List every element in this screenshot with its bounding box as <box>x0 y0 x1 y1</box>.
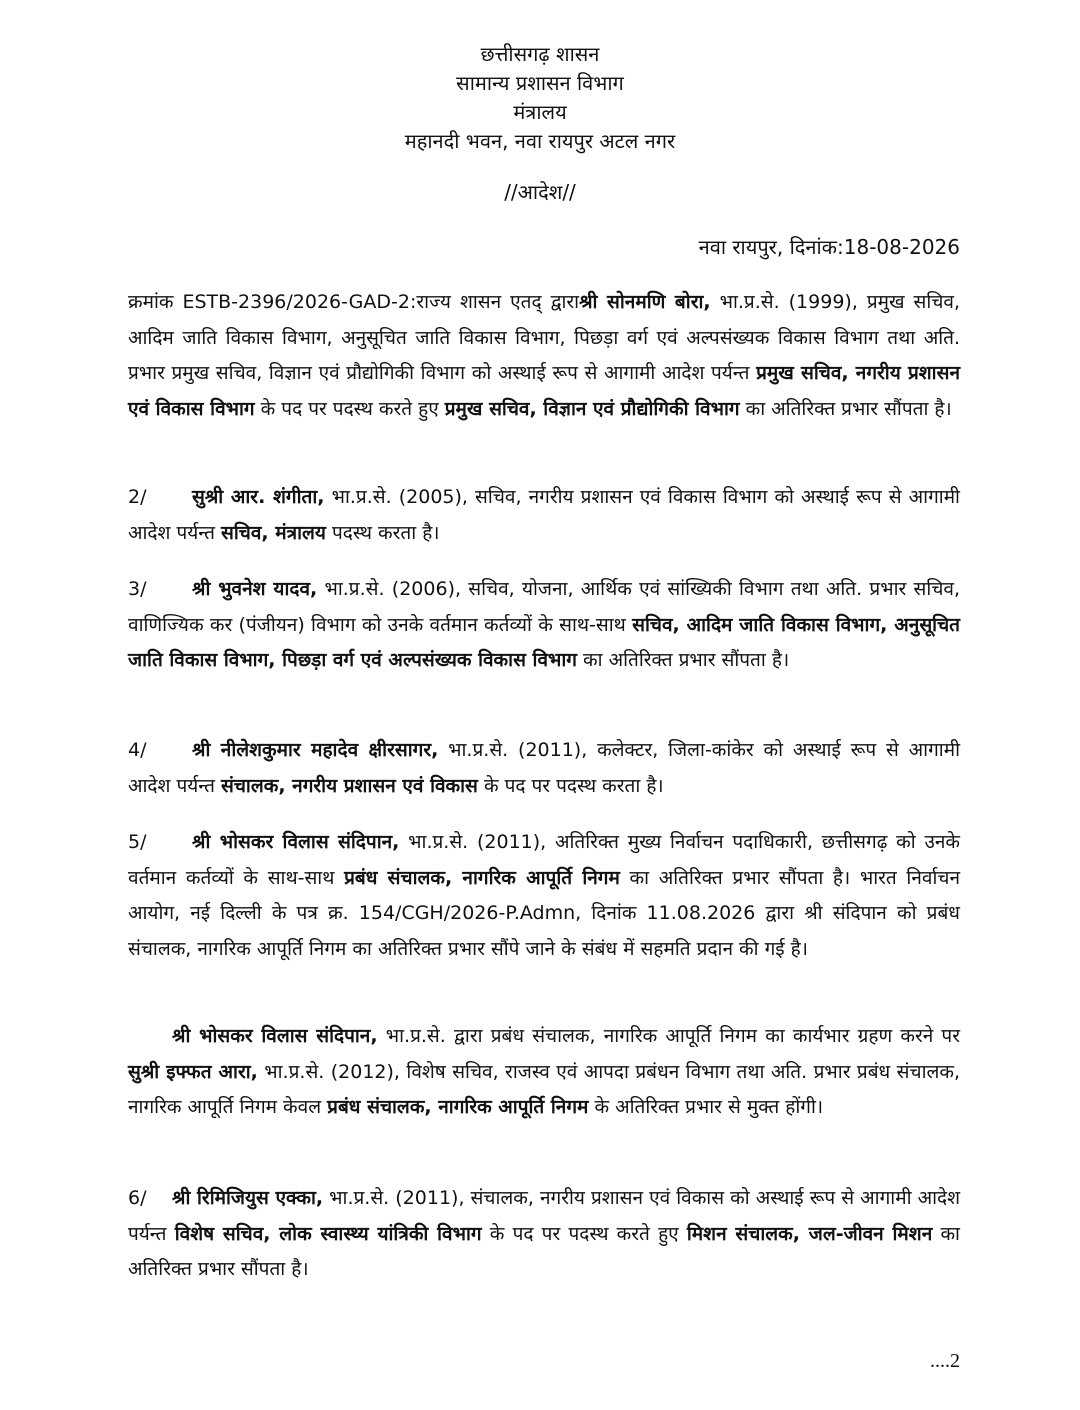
paragraph-5-continued: श्री भोसकर विलास संदिपान, भा.प्र.से. द्वारा प्रबंध संचालक, नागरिक आपूर्ति निगम का कार्यभार ग्रहण करने पर सुश्री इफ्फत आरा, भा.प्र.से. (2012), विशेष सचिव, राजस्व एवं आपदा प्रबंधन विभाग तथा अति. प्रभार प्रबंध संचालक, नागरिक आपूर्ति निगम केवल प्रबंध संचालक, नागरिक आपूर्ति निगम के अतिरिक्त प्रभार से मुक्त होंगी। <box>128 1025 960 1118</box>
header-government: छत्तीसगढ़ शासन <box>480 42 600 66</box>
place-date: नवा रायपुर, दिनांक:18-08-2026 <box>698 235 960 259</box>
paragraph-number: 5/ <box>128 831 147 853</box>
continued-page-marker: ....2 <box>930 1350 960 1372</box>
paragraph-1: क्रमांक ESTB-2396/2026-GAD-2:राज्य शासन एतद् द्वाराश्री सोनमणि बोरा, भा.प्र.से. (1999), प्रमुख सचिव, आदिम जाति विकास विभाग, अनुसूचित जाति विकास विभाग, पिछड़ा वर्ग एवं अल्पसंख्यक विकास विभाग तथा अति. प्रभार प्रमुख सचिव, विज्ञान एवं प्रौद्योगिकी विभाग को अस्थाई रूप से आगामी आदेश पर्यन्त प्रमुख सचिव, नगरीय प्रशासन एवं विकास विभाग के पद पर पदस्थ करते हुए प्रमुख सचिव, विज्ञान एवं प्रौद्योगिकी विभाग का अतिरिक्त प्रभार सौंपता है। <box>128 291 960 420</box>
paragraph-number: 4/ <box>128 739 147 761</box>
paragraph-6: 6/ श्री रिमिजियुस एक्का, भा.प्र.से. (2011), संचालक, नगरीय प्रशासन एवं विकास को अस्थाई रूप से आगामी आदेश पर्यन्त विशेष सचिव, लोक स्वास्थ्य यांत्रिकी विभाग के पद पर पदस्थ करते हुए मिशन संचालक, जल-जीवन मिशन का अतिरिक्त प्रभार सौंपता है। <box>128 1181 960 1288</box>
header-address: महानदी भवन, नवा रायपुर अटल नगर <box>404 129 676 153</box>
paragraph-2: 2/ सुश्री आर. शंगीता, भा.प्र.से. (2005), सचिव, नगरीय प्रशासन एवं विकास विभाग को अस्थाई रूप से आगामी आदेश पर्यन्त सचिव, मंत्रालय पदस्थ करता है। <box>128 480 960 551</box>
paragraph-3: 3/ श्री भुवनेश यादव, भा.प्र.से. (2006), सचिव, योजना, आर्थिक एवं सांख्यिकी विभाग तथा अति. प्रभार सचिव, वाणिज्यिक कर (पंजीयन) विभाग को उनके वर्तमान कर्तव्यों के साथ-साथ सचिव, आदिम जाति विकास विभाग, अनुसूचित जाति विकास विभाग, पिछड़ा वर्ग एवं अल्पसंख्यक विकास विभाग का अतिरिक्त प्रभार सौंपता है। <box>128 572 960 679</box>
paragraph-5: 5/ श्री भोसकर विलास संदिपान, भा.प्र.से. (2011), अतिरिक्त मुख्य निर्वाचन पदाधिकारी, छत्तीसगढ़ को उनके वर्तमान कर्तव्यों के साथ-साथ प्रबंध संचालक, नागरिक आपूर्ति निगम का अतिरिक्त प्रभार सौंपता है। भारत निर्वाचन आयोग, नई दिल्ली के पत्र क्र. 154/CGH/2026-P.Admn, दिनांक 11.08.2026 द्वारा श्री संदिपान को प्रबंध संचालक, नागरिक आपूर्ति निगम का अतिरिक्त प्रभार सौंपे जाने के संबंध में सहमति प्रदान की गई है। <box>128 825 960 967</box>
paragraph-number: 3/ <box>128 578 147 600</box>
header-ministry: मंत्रालय <box>513 100 567 124</box>
order-title: //आदेश// <box>504 180 576 204</box>
header-department: सामान्य प्रशासन विभाग <box>456 71 624 95</box>
letterhead <box>0 40 1080 156</box>
paragraph-4: 4/ श्री नीलेशकुमार महादेव क्षीरसागर, भा.प्र.से. (2011), कलेक्टर, जिला-कांकेर को अस्थाई रूप से आगामी आदेश पर्यन्त संचालक, नगरीय प्रशासन एवं विकास के पद पर पदस्थ करता है। <box>128 733 960 804</box>
paragraph-number: 2/ <box>128 486 147 508</box>
paragraph-number: 6/ <box>128 1187 147 1209</box>
